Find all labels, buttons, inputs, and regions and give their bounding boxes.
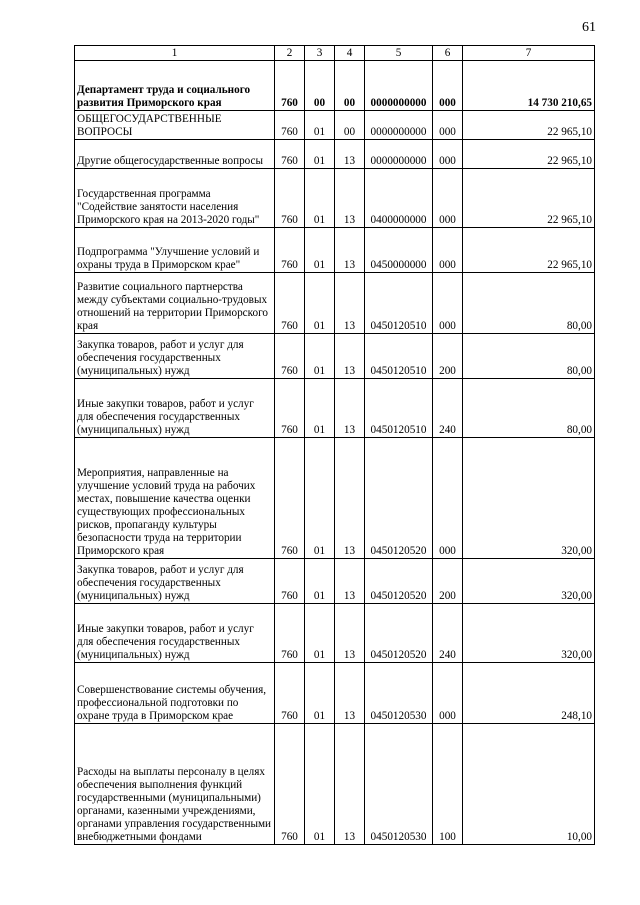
row-name-cell: ОБЩЕГОСУДАРСТВЕННЫЕ ВОПРОСЫ <box>75 111 275 140</box>
column-number-row <box>75 46 595 61</box>
row-name-cell: Развитие социального партнерства между субъектами социально-трудовых отношений на территории Приморского края <box>75 273 275 334</box>
table-row <box>75 61 595 111</box>
target-article-code-cell: 0000000000 <box>365 111 433 140</box>
target-article-code-cell: 0000000000 <box>365 140 433 169</box>
target-article-code-cell: 0450120520 <box>365 438 433 559</box>
amount-cell: 248,10 <box>463 663 595 724</box>
row-name-cell: Иные закупки товаров, работ и услуг для обеспечения государственных (муниципальных) нужд <box>75 379 275 438</box>
amount-cell: 320,00 <box>463 438 595 559</box>
glava-code-cell: 760 <box>275 140 305 169</box>
amount-cell: 22 965,10 <box>463 228 595 273</box>
glava-code-cell: 760 <box>275 111 305 140</box>
amount-cell: 320,00 <box>463 604 595 663</box>
razdel-code-cell: 01 <box>305 379 335 438</box>
column-number-cell: 7 <box>463 46 595 61</box>
amount-cell: 22 965,10 <box>463 169 595 228</box>
expense-type-code-cell: 000 <box>433 228 463 273</box>
table-row <box>75 228 595 273</box>
amount-cell: 320,00 <box>463 559 595 604</box>
razdel-code-cell: 01 <box>305 724 335 845</box>
table-row <box>75 334 595 379</box>
amount-cell: 10,00 <box>463 724 595 845</box>
table-row <box>75 140 595 169</box>
target-article-code-cell: 0450120520 <box>365 604 433 663</box>
target-article-code-cell: 0400000000 <box>365 169 433 228</box>
glava-code-cell: 760 <box>275 663 305 724</box>
table-row <box>75 111 595 140</box>
table-row <box>75 724 595 845</box>
glava-code-cell: 760 <box>275 604 305 663</box>
expense-type-code-cell: 240 <box>433 604 463 663</box>
target-article-code-cell: 0450120510 <box>365 379 433 438</box>
podrazdel-code-cell: 00 <box>335 61 365 111</box>
amount-cell: 22 965,10 <box>463 111 595 140</box>
amount-cell: 14 730 210,65 <box>463 61 595 111</box>
target-article-code-cell: 0450120530 <box>365 724 433 845</box>
glava-code-cell: 760 <box>275 334 305 379</box>
podrazdel-code-cell: 13 <box>335 663 365 724</box>
podrazdel-code-cell: 13 <box>335 169 365 228</box>
column-number-cell: 6 <box>433 46 463 61</box>
target-article-code-cell: 0450120520 <box>365 559 433 604</box>
expense-type-code-cell: 000 <box>433 61 463 111</box>
target-article-code-cell: 0450120530 <box>365 663 433 724</box>
column-number-cell: 2 <box>275 46 305 61</box>
table-row <box>75 604 595 663</box>
row-name-cell: Департамент труда и социального развития Приморского края <box>75 61 275 111</box>
target-article-code-cell: 0000000000 <box>365 61 433 111</box>
expense-type-code-cell: 000 <box>433 438 463 559</box>
glava-code-cell: 760 <box>275 169 305 228</box>
podrazdel-code-cell: 13 <box>335 334 365 379</box>
amount-cell: 80,00 <box>463 379 595 438</box>
amount-cell: 22 965,10 <box>463 140 595 169</box>
budget-table <box>74 45 595 845</box>
razdel-code-cell: 00 <box>305 61 335 111</box>
expense-type-code-cell: 240 <box>433 379 463 438</box>
razdel-code-cell: 01 <box>305 559 335 604</box>
glava-code-cell: 760 <box>275 61 305 111</box>
table-row <box>75 169 595 228</box>
podrazdel-code-cell: 13 <box>335 228 365 273</box>
row-name-cell: Совершенствование системы обучения, профессиональной подготовки по охране труда в Приморском крае <box>75 663 275 724</box>
glava-code-cell: 760 <box>275 724 305 845</box>
table-row <box>75 663 595 724</box>
table-row <box>75 438 595 559</box>
table-row <box>75 379 595 438</box>
razdel-code-cell: 01 <box>305 604 335 663</box>
row-name-cell: Государственная программа "Содействие занятости населения Приморского края на 2013-2020 годы" <box>75 169 275 228</box>
expense-type-code-cell: 000 <box>433 663 463 724</box>
podrazdel-code-cell: 13 <box>335 559 365 604</box>
glava-code-cell: 760 <box>275 559 305 604</box>
amount-cell: 80,00 <box>463 334 595 379</box>
column-number-cell: 3 <box>305 46 335 61</box>
razdel-code-cell: 01 <box>305 140 335 169</box>
glava-code-cell: 760 <box>275 228 305 273</box>
razdel-code-cell: 01 <box>305 438 335 559</box>
row-name-cell: Мероприятия, направленные на улучшение условий труда на рабочих местах, повышение качества оценки существующих профессиональных рисков, пропаганду культуры безопасности труда на территории Приморского края <box>75 438 275 559</box>
razdel-code-cell: 01 <box>305 169 335 228</box>
expense-type-code-cell: 000 <box>433 273 463 334</box>
razdel-code-cell: 01 <box>305 228 335 273</box>
amount-cell: 80,00 <box>463 273 595 334</box>
table-row <box>75 559 595 604</box>
podrazdel-code-cell: 13 <box>335 438 365 559</box>
expense-type-code-cell: 200 <box>433 559 463 604</box>
column-number-cell: 1 <box>75 46 275 61</box>
podrazdel-code-cell: 13 <box>335 604 365 663</box>
expense-type-code-cell: 000 <box>433 140 463 169</box>
column-number-cell: 4 <box>335 46 365 61</box>
row-name-cell: Закупка товаров, работ и услуг для обеспечения государственных (муниципальных) нужд <box>75 334 275 379</box>
glava-code-cell: 760 <box>275 273 305 334</box>
row-name-cell: Расходы на выплаты персоналу в целях обеспечения выполнения функций государственными (муниципальными) органами, казенными учреждениями, органами управления государственными внебюджетными фондами <box>75 724 275 845</box>
razdel-code-cell: 01 <box>305 663 335 724</box>
expense-type-code-cell: 200 <box>433 334 463 379</box>
glava-code-cell: 760 <box>275 379 305 438</box>
target-article-code-cell: 0450120510 <box>365 334 433 379</box>
row-name-cell: Закупка товаров, работ и услуг для обеспечения государственных (муниципальных) нужд <box>75 559 275 604</box>
expense-type-code-cell: 100 <box>433 724 463 845</box>
column-number-cell: 5 <box>365 46 433 61</box>
row-name-cell: Подпрограмма "Улучшение условий и охраны труда в Приморском крае" <box>75 228 275 273</box>
page-number: 61 <box>582 20 596 35</box>
podrazdel-code-cell: 00 <box>335 111 365 140</box>
razdel-code-cell: 01 <box>305 111 335 140</box>
podrazdel-code-cell: 13 <box>335 273 365 334</box>
table-row <box>75 273 595 334</box>
glava-code-cell: 760 <box>275 438 305 559</box>
podrazdel-code-cell: 13 <box>335 140 365 169</box>
podrazdel-code-cell: 13 <box>335 379 365 438</box>
row-name-cell: Другие общегосударственные вопросы <box>75 140 275 169</box>
target-article-code-cell: 0450000000 <box>365 228 433 273</box>
podrazdel-code-cell: 13 <box>335 724 365 845</box>
expense-type-code-cell: 000 <box>433 169 463 228</box>
target-article-code-cell: 0450120510 <box>365 273 433 334</box>
row-name-cell: Иные закупки товаров, работ и услуг для обеспечения государственных (муниципальных) нужд <box>75 604 275 663</box>
expense-type-code-cell: 000 <box>433 111 463 140</box>
razdel-code-cell: 01 <box>305 273 335 334</box>
razdel-code-cell: 01 <box>305 334 335 379</box>
